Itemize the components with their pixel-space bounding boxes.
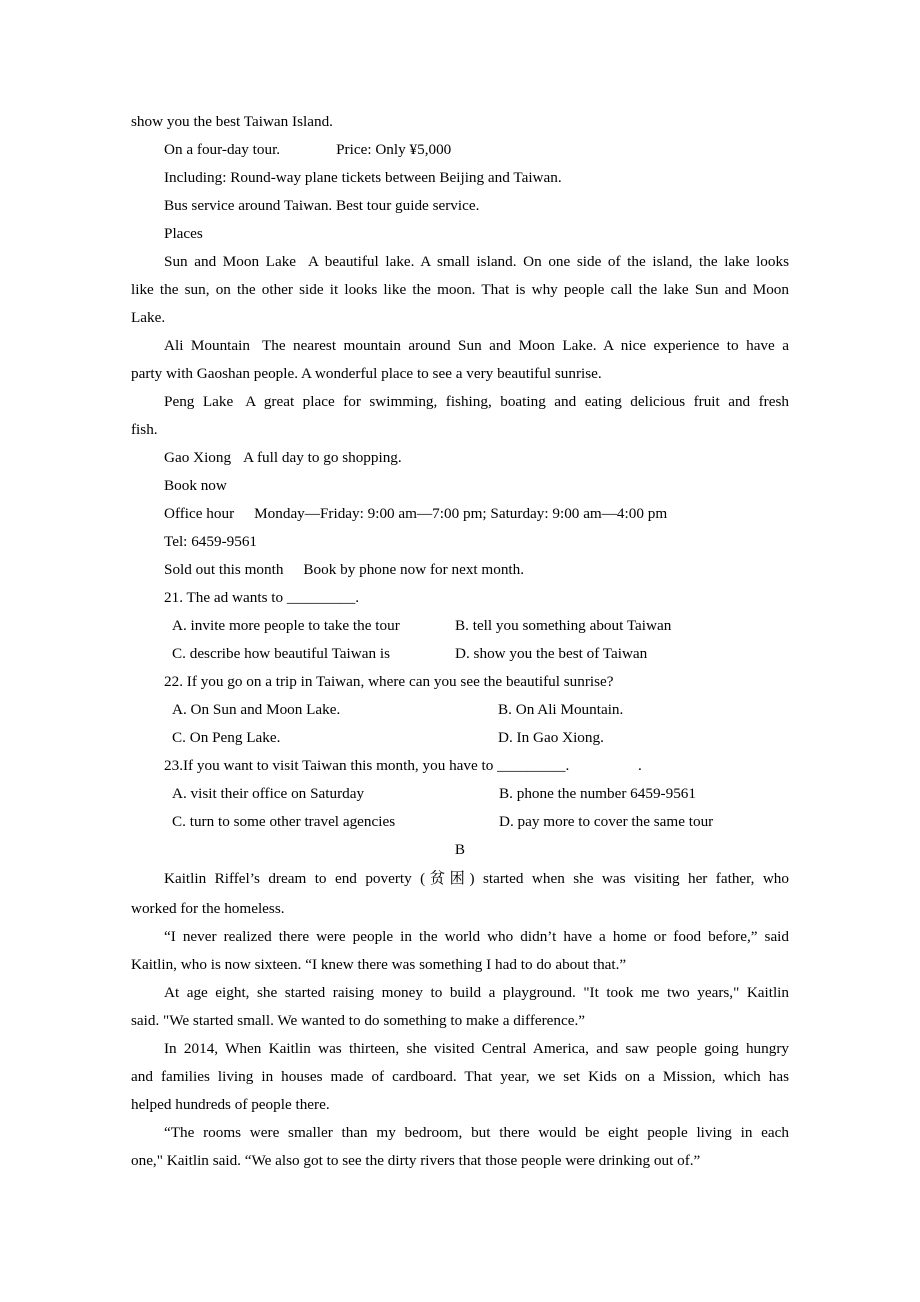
option-a: A. On Sun and Moon Lake. xyxy=(172,701,341,718)
question-23-stem: 23.If you want to visit Taiwan this month, you have to _________. xyxy=(164,757,570,774)
place-desc-cont: like the sun, on the other side it looks like the moon. That is why people call the lake Sun and Moon xyxy=(131,281,789,298)
question-21-option-row xyxy=(172,612,830,640)
ad-intro-tail: show you the best Taiwan Island. xyxy=(131,113,333,130)
option-d: D. pay more to cover the same tour xyxy=(499,813,714,830)
section-b-paragraph-cont: Kaitlin, who is now sixteen. “I knew there was something I had to do about that.” xyxy=(131,956,627,973)
ad-book-now: Book now xyxy=(164,477,227,494)
section-b-paragraph: In 2014, When Kaitlin was thirteen, she visited Central America, and saw people going hungry xyxy=(164,1040,789,1057)
place-desc: A full day to go shopping. xyxy=(243,449,402,466)
ad-office-hour xyxy=(164,500,789,528)
section-b-paragraph: At age eight, she started raising money to build a playground. "It took me two years," Kaitlin xyxy=(164,984,789,1001)
ad-tour-length: On a four-day tour. xyxy=(164,141,281,158)
question-23-stem-line xyxy=(164,752,789,780)
option-a: A. visit their office on Saturday xyxy=(172,785,365,802)
place-desc: The nearest mountain around Sun and Moon Lake. A nice experience to have a xyxy=(261,337,789,354)
section-b-paragraph: Kaitlin Riffel’s dream to end poverty (贫困) started when she was visiting her father, who xyxy=(164,870,789,887)
section-b-paragraph: “I never realized there were people in the world who didn’t have a home or food before,” said xyxy=(164,928,789,945)
option-a: A. invite more people to take the tour xyxy=(172,617,400,634)
question-23-option-row xyxy=(172,780,830,808)
section-b-paragraph-cont: one," Kaitlin said. “We also got to see the dirty rivers that those people were drinking out of.” xyxy=(131,1152,701,1169)
question-22-option-row xyxy=(172,724,830,752)
question-23-option-row xyxy=(172,808,830,836)
ad-tour-line xyxy=(164,136,789,164)
place-gao-xiong xyxy=(164,444,789,472)
place-ali-mountain xyxy=(164,332,789,360)
section-b-heading: B xyxy=(454,841,466,858)
option-c: C. describe how beautiful Taiwan is xyxy=(172,645,390,662)
place-desc-cont: Lake. xyxy=(131,309,166,326)
place-desc: A beautiful lake. A small island. On one side of the island, the lake looks xyxy=(308,253,790,270)
ad-including: Including: Round-way plane tickets between Beijing and Taiwan. xyxy=(164,169,562,186)
ad-tel: Tel: 6459-9561 xyxy=(164,533,258,550)
question-21-option-row xyxy=(172,640,830,668)
ad-bus: Bus service around Taiwan. Best tour guide service. xyxy=(164,197,480,214)
place-desc-cont: fish. xyxy=(131,421,158,438)
option-d: D. show you the best of Taiwan xyxy=(455,645,648,662)
book-by-phone: Book by phone now for next month. xyxy=(303,561,525,578)
question-22-stem: 22. If you go on a trip in Taiwan, where can you see the beautiful sunrise? xyxy=(164,673,614,690)
option-c: C. On Peng Lake. xyxy=(172,729,281,746)
question-21-stem: 21. The ad wants to _________. xyxy=(164,589,360,606)
section-b-paragraph-cont: and families living in houses made of cardboard. That year, we set Kids on a Mission, which has xyxy=(131,1068,789,1085)
place-name: Sun and Moon Lake xyxy=(164,253,297,270)
option-b: B. tell you something about Taiwan xyxy=(455,617,672,634)
office-hour-value: Monday—Friday: 9:00 am—7:00 pm; Saturday: 9:00 am—4:00 pm xyxy=(254,505,668,522)
ad-places-heading: Places xyxy=(164,225,203,242)
sold-out: Sold out this month xyxy=(164,561,284,578)
place-name: Ali Mountain xyxy=(164,337,250,354)
place-desc: A great place for swimming, fishing, boating and eating delicious fruit and fresh xyxy=(245,393,789,410)
question-22-option-row xyxy=(172,696,830,724)
option-b: B. On Ali Mountain. xyxy=(498,701,624,718)
section-b-paragraph: “The rooms were smaller than my bedroom, but there would be eight people living in each xyxy=(164,1124,789,1141)
place-desc-cont: party with Gaoshan people. A wonderful place to see a very beautiful sunrise. xyxy=(131,365,602,382)
ad-sold-out-line xyxy=(164,556,789,584)
place-name: Peng Lake xyxy=(164,393,234,410)
ad-price: Price: Only ¥5,000 xyxy=(336,141,452,158)
question-23-stem-tail: . xyxy=(638,757,642,774)
section-b-paragraph-cont: said. "We started small. We wanted to do something to make a difference.” xyxy=(131,1012,586,1029)
place-peng-lake xyxy=(164,388,789,416)
place-sun-moon-lake xyxy=(164,248,789,276)
section-b-paragraph-cont: worked for the homeless. xyxy=(131,900,285,917)
office-hour-label: Office hour xyxy=(164,505,235,522)
section-b-paragraph-cont: helped hundreds of people there. xyxy=(131,1096,330,1113)
option-b: B. phone the number 6459-9561 xyxy=(499,785,696,802)
place-name: Gao Xiong xyxy=(164,449,232,466)
option-d: D. In Gao Xiong. xyxy=(498,729,604,746)
option-c: C. turn to some other travel agencies xyxy=(172,813,396,830)
